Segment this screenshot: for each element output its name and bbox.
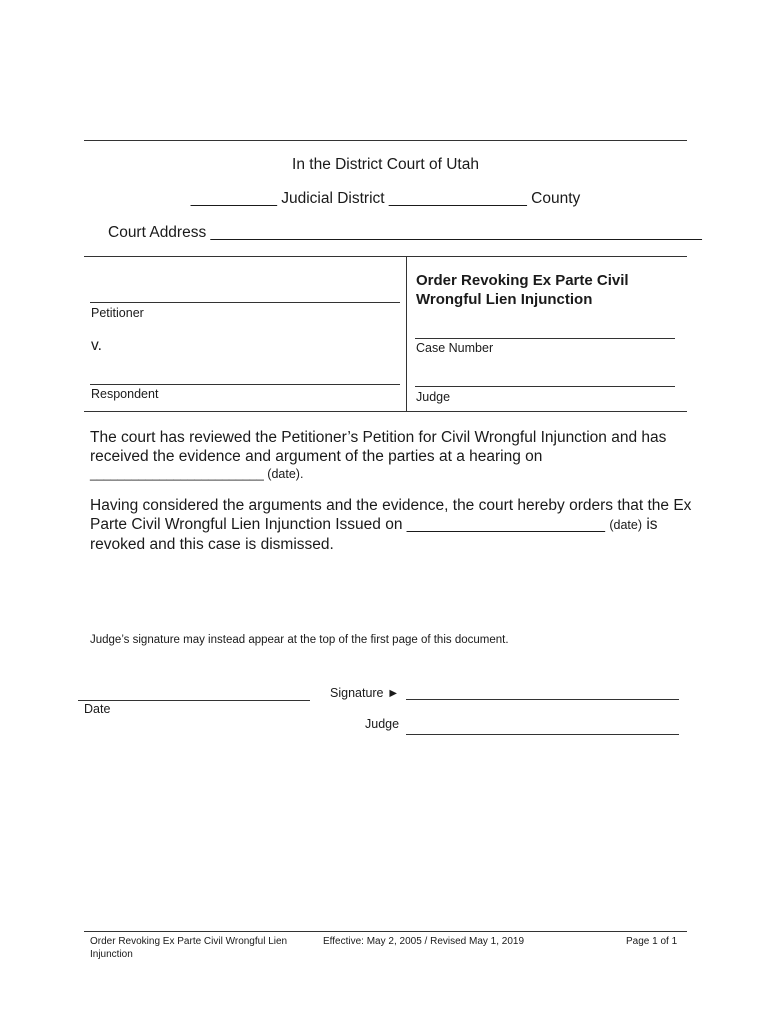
judge-name-line bbox=[406, 734, 679, 735]
date-line bbox=[78, 700, 310, 701]
signature-label: Signature ► bbox=[330, 686, 400, 700]
paragraph-1 bbox=[90, 428, 690, 482]
footer-effective-date: Effective: May 2, 2005 / Revised May 1, 2019 bbox=[323, 936, 525, 947]
respondent-line bbox=[90, 384, 400, 385]
hearing-date-line bbox=[90, 466, 690, 482]
issued-date-label: (date) bbox=[609, 518, 643, 532]
paragraph-2-line-3: revoked and this case is dismissed. bbox=[90, 536, 334, 553]
hearing-date-blank: _________________________ bbox=[90, 467, 264, 481]
footer-doc-title: Order Revoking Ex Parte Civil Wrongful Lien Injunction bbox=[90, 936, 288, 960]
judge-signature-label: Judge bbox=[365, 717, 400, 731]
issued-is-text: is bbox=[642, 516, 658, 533]
court-address-line: Court Address _________________________________________________________ bbox=[108, 224, 702, 241]
footer-page-number: Page 1 of 1 bbox=[626, 936, 678, 947]
top-rule bbox=[84, 140, 687, 141]
footer-rule bbox=[84, 931, 687, 932]
caption-top-rule bbox=[84, 256, 687, 257]
paragraph-1-line-2: received the evidence and argument of the parties at a hearing on bbox=[90, 448, 543, 465]
petitioner-label: Petitioner bbox=[91, 306, 144, 320]
paragraph-2 bbox=[90, 496, 690, 554]
caption-bottom-rule bbox=[84, 411, 687, 412]
paragraph-1-line-1: The court has reviewed the Petitioner’s Petition for Civil Wrongful Injunction and has bbox=[90, 429, 667, 446]
paragraph-2-line-1: Having considered the arguments and the evidence, the court hereby orders that the Ex bbox=[90, 497, 692, 514]
court-title: In the District Court of Utah bbox=[292, 156, 479, 173]
district-county-line: __________ Judicial District ________________ County bbox=[190, 190, 581, 207]
signature-line bbox=[406, 699, 679, 700]
case-number-line bbox=[415, 338, 675, 339]
order-title-line-1: Order Revoking Ex Parte Civil bbox=[416, 272, 629, 289]
order-title-line-2: Wrongful Lien Injunction bbox=[416, 291, 593, 308]
respondent-label: Respondent bbox=[91, 387, 159, 401]
versus-label: v. bbox=[91, 337, 102, 354]
petitioner-line bbox=[90, 302, 400, 303]
signature-note: Judge’s signature may instead appear at the top of the first page of this document. bbox=[90, 634, 509, 646]
caption-divider bbox=[406, 256, 407, 412]
judge-line bbox=[415, 386, 675, 387]
paragraph-2-line-2 bbox=[90, 515, 690, 535]
case-number-label: Case Number bbox=[416, 341, 494, 355]
date-label: Date bbox=[84, 702, 111, 716]
hearing-date-label: (date). bbox=[267, 467, 304, 481]
judge-label: Judge bbox=[416, 390, 451, 404]
issued-on-text: Parte Civil Wrongful Lien Injunction Issued on _______________________ bbox=[90, 516, 606, 533]
